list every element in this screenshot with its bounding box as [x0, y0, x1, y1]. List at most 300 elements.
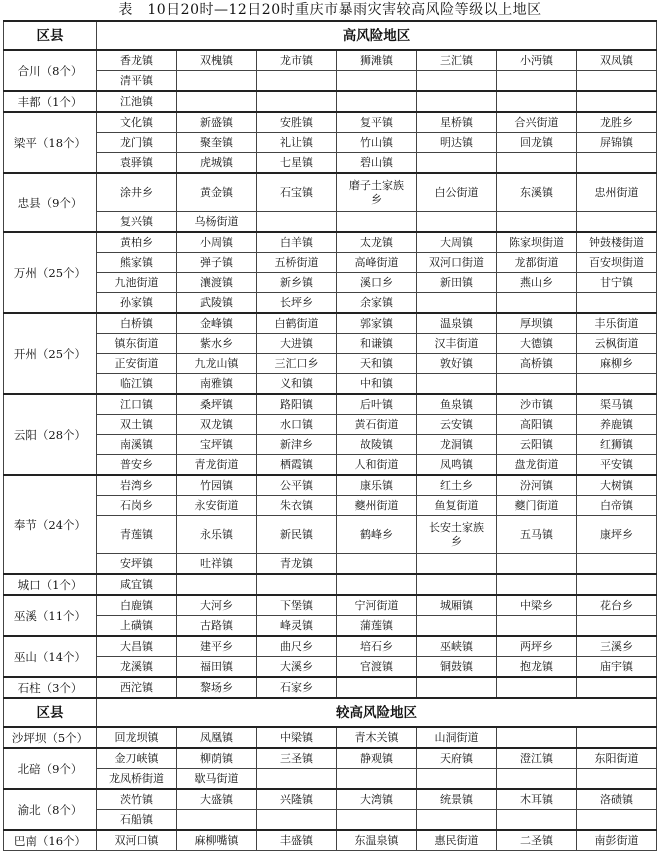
- section-header-row: [4, 21, 657, 50]
- area-cell: 中梁乡: [497, 595, 577, 616]
- area-cell: 山洞街道: [417, 727, 497, 748]
- empty-cell: [337, 677, 417, 698]
- area-cell: 南彭街道: [577, 830, 657, 851]
- area-cell: 龙洞镇: [417, 435, 497, 455]
- area-cell: 香龙镇: [97, 50, 177, 71]
- area-cell: 乌杨街道: [177, 212, 257, 233]
- area-cell: 东温泉镇: [337, 830, 417, 851]
- empty-cell: [337, 91, 417, 112]
- area-cell: 上磺镇: [97, 616, 177, 637]
- table-row: [4, 133, 657, 153]
- empty-cell: [177, 71, 257, 92]
- area-cell: 木耳镇: [497, 789, 577, 810]
- empty-cell: [497, 574, 577, 595]
- area-cell: 大昌镇: [97, 636, 177, 657]
- area-cell: 曲尺乡: [257, 636, 337, 657]
- region-column-header: 较高风险地区: [97, 698, 657, 727]
- area-cell: 七星镇: [257, 153, 337, 174]
- empty-cell: [577, 91, 657, 112]
- area-cell: 康乐镇: [337, 475, 417, 496]
- area-cell: 蒲莲镇: [337, 616, 417, 637]
- table-row: [4, 293, 657, 314]
- empty-cell: [177, 574, 257, 595]
- empty-cell: [417, 616, 497, 637]
- table-row: [4, 173, 657, 212]
- area-cell: 屏锦镇: [577, 133, 657, 153]
- area-cell: 金峰镇: [177, 313, 257, 334]
- area-cell: 永安街道: [177, 496, 257, 516]
- area-cell: 夔州街道: [337, 496, 417, 516]
- empty-cell: [417, 153, 497, 174]
- area-cell: 新津乡: [257, 435, 337, 455]
- area-cell: 铜鼓镇: [417, 657, 497, 678]
- area-cell: 熊家镇: [97, 253, 177, 273]
- area-cell: 抱龙镇: [497, 657, 577, 678]
- table-row: [4, 112, 657, 133]
- area-cell: 黄石街道: [337, 415, 417, 435]
- table-row: [4, 810, 657, 831]
- area-cell: 朱衣镇: [257, 496, 337, 516]
- area-cell: 狮滩镇: [337, 50, 417, 71]
- area-cell: 麻柳乡: [577, 354, 657, 374]
- table-row: [4, 374, 657, 395]
- district-name: 云阳（28个）: [4, 394, 97, 475]
- area-cell: 石宝镇: [257, 173, 337, 212]
- area-cell: 竹山镇: [337, 133, 417, 153]
- area-cell: 永乐镇: [177, 516, 257, 554]
- area-cell: 吐祥镇: [177, 554, 257, 575]
- area-cell: 五马镇: [497, 516, 577, 554]
- area-cell: 石船镇: [97, 810, 177, 831]
- area-cell: 清平镇: [97, 71, 177, 92]
- area-cell: 大德镇: [497, 334, 577, 354]
- table-row: [4, 748, 657, 769]
- table-row: [4, 595, 657, 616]
- area-cell: 三汇镇: [417, 50, 497, 71]
- area-cell: 双河口镇: [97, 830, 177, 851]
- area-cell: 龙溪镇: [97, 657, 177, 678]
- area-cell: 渠马镇: [577, 394, 657, 415]
- area-cell: 高峰街道: [337, 253, 417, 273]
- area-cell: 青龙街道: [177, 455, 257, 476]
- district-name: 合川（8个）: [4, 50, 97, 91]
- area-cell: 双河口街道: [417, 253, 497, 273]
- table-row: [4, 789, 657, 810]
- table-row: [4, 616, 657, 637]
- area-cell: 钟鼓楼街道: [577, 232, 657, 253]
- empty-cell: [497, 153, 577, 174]
- area-cell: 大盛镇: [177, 789, 257, 810]
- empty-cell: [417, 554, 497, 575]
- table-row: [4, 313, 657, 334]
- area-cell: 江池镇: [97, 91, 177, 112]
- empty-cell: [577, 616, 657, 637]
- empty-cell: [257, 810, 337, 831]
- empty-cell: [337, 554, 417, 575]
- empty-cell: [497, 769, 577, 790]
- area-cell: 南雅镇: [177, 374, 257, 395]
- area-cell: 二圣镇: [497, 830, 577, 851]
- district-name: 奉节（24个）: [4, 475, 97, 574]
- area-cell: 新民镇: [257, 516, 337, 554]
- area-cell: 黄金镇: [177, 173, 257, 212]
- area-cell: 两坪乡: [497, 636, 577, 657]
- area-cell: 大树镇: [577, 475, 657, 496]
- table-row: [4, 769, 657, 790]
- area-cell: 统景镇: [417, 789, 497, 810]
- area-cell: 复平镇: [337, 112, 417, 133]
- area-cell: 中梁镇: [257, 727, 337, 748]
- area-cell: 云安镇: [417, 415, 497, 435]
- area-cell: 明达镇: [417, 133, 497, 153]
- area-cell: 培石乡: [337, 636, 417, 657]
- empty-cell: [417, 810, 497, 831]
- area-cell: 星桥镇: [417, 112, 497, 133]
- empty-cell: [417, 293, 497, 314]
- area-cell: 宁河街道: [337, 595, 417, 616]
- empty-cell: [257, 212, 337, 233]
- empty-cell: [257, 574, 337, 595]
- area-cell: 东阳街道: [577, 748, 657, 769]
- area-cell: 碧山镇: [337, 153, 417, 174]
- area-cell: 路阳镇: [257, 394, 337, 415]
- area-cell: 洛碛镇: [577, 789, 657, 810]
- area-cell: 合兴街道: [497, 112, 577, 133]
- district-name: 丰都（1个）: [4, 91, 97, 112]
- area-cell: 南溪镇: [97, 435, 177, 455]
- district-name: 沙坪坝（5个）: [4, 727, 97, 748]
- area-cell: 公平镇: [257, 475, 337, 496]
- area-cell: 百安坝街道: [577, 253, 657, 273]
- area-cell: 柳荫镇: [177, 748, 257, 769]
- district-name: 巴南（16个）: [4, 830, 97, 851]
- area-cell: 大湾镇: [337, 789, 417, 810]
- area-cell: 龙门镇: [97, 133, 177, 153]
- empty-cell: [577, 374, 657, 395]
- area-cell: 礼让镇: [257, 133, 337, 153]
- area-cell: 三圣镇: [257, 748, 337, 769]
- area-cell: 岩湾乡: [97, 475, 177, 496]
- area-cell: 夔门街道: [497, 496, 577, 516]
- empty-cell: [337, 769, 417, 790]
- area-cell: 双龙镇: [177, 415, 257, 435]
- empty-cell: [577, 574, 657, 595]
- area-cell: 九池街道: [97, 273, 177, 293]
- empty-cell: [577, 769, 657, 790]
- area-cell: 凤凰镇: [177, 727, 257, 748]
- empty-cell: [577, 810, 657, 831]
- area-cell: 白鹤街道: [257, 313, 337, 334]
- table-row: [4, 727, 657, 748]
- table-row: [4, 71, 657, 92]
- empty-cell: [497, 91, 577, 112]
- area-cell: 凤鸣镇: [417, 455, 497, 476]
- area-cell: 五桥街道: [257, 253, 337, 273]
- table-row: [4, 496, 657, 516]
- area-cell: 宝坪镇: [177, 435, 257, 455]
- empty-cell: [257, 71, 337, 92]
- area-cell: 厚坝镇: [497, 313, 577, 334]
- empty-cell: [497, 810, 577, 831]
- area-cell: 沙市镇: [497, 394, 577, 415]
- area-cell: 普安乡: [97, 455, 177, 476]
- area-cell: 太龙镇: [337, 232, 417, 253]
- area-cell: 人和街道: [337, 455, 417, 476]
- area-cell: 养鹿镇: [577, 415, 657, 435]
- table-row: [4, 554, 657, 575]
- district-name: 巫山（14个）: [4, 636, 97, 677]
- district-column-header: 区县: [4, 698, 97, 727]
- empty-cell: [417, 71, 497, 92]
- area-cell: 涂井乡: [97, 173, 177, 212]
- table-title: 表 10日20时—12日20时重庆市暴雨灾害较高风险等级以上地区: [118, 2, 542, 18]
- empty-cell: [497, 212, 577, 233]
- area-cell: 复兴镇: [97, 212, 177, 233]
- area-cell: 郭家镇: [337, 313, 417, 334]
- empty-cell: [577, 212, 657, 233]
- table-row: [4, 394, 657, 415]
- area-cell: 溪口乡: [337, 273, 417, 293]
- area-cell: 石岗乡: [97, 496, 177, 516]
- area-cell: 燕山乡: [497, 273, 577, 293]
- area-cell: 高桥镇: [497, 354, 577, 374]
- area-cell: 义和镇: [257, 374, 337, 395]
- empty-cell: [497, 727, 577, 748]
- empty-cell: [497, 616, 577, 637]
- empty-cell: [337, 574, 417, 595]
- area-cell: 丰乐街道: [577, 313, 657, 334]
- area-cell: 回龙坝镇: [97, 727, 177, 748]
- area-cell: 和谦镇: [337, 334, 417, 354]
- district-column-header: 区县: [4, 21, 97, 50]
- table-row: [4, 50, 657, 71]
- area-cell: 白帝镇: [577, 496, 657, 516]
- empty-cell: [177, 810, 257, 831]
- empty-cell: [337, 71, 417, 92]
- district-name: 忠县（9个）: [4, 173, 97, 232]
- area-cell: 温泉镇: [417, 313, 497, 334]
- table-row: [4, 153, 657, 174]
- area-cell: 金刀峡镇: [97, 748, 177, 769]
- area-cell: 竹园镇: [177, 475, 257, 496]
- area-cell: 九龙山镇: [177, 354, 257, 374]
- area-cell: 袁驿镇: [97, 153, 177, 174]
- table-row: [4, 677, 657, 698]
- area-cell: 水口镇: [257, 415, 337, 435]
- area-cell: 磨子土家族乡: [337, 173, 417, 212]
- area-cell: 三汇口乡: [257, 354, 337, 374]
- area-cell: 孙家镇: [97, 293, 177, 314]
- empty-cell: [497, 677, 577, 698]
- area-cell: 大溪乡: [257, 657, 337, 678]
- area-cell: 小沔镇: [497, 50, 577, 71]
- area-cell: 余家镇: [337, 293, 417, 314]
- area-cell: 双槐镇: [177, 50, 257, 71]
- area-cell: 鹤峰乡: [337, 516, 417, 554]
- area-cell: 紫水乡: [177, 334, 257, 354]
- area-cell: 平安镇: [577, 455, 657, 476]
- empty-cell: [417, 769, 497, 790]
- area-cell: 石家乡: [257, 677, 337, 698]
- district-name: 渝北（8个）: [4, 789, 97, 830]
- empty-cell: [497, 293, 577, 314]
- area-cell: 花台乡: [577, 595, 657, 616]
- area-cell: 小周镇: [177, 232, 257, 253]
- area-cell: 天和镇: [337, 354, 417, 374]
- table-row: [4, 253, 657, 273]
- area-cell: 福田镇: [177, 657, 257, 678]
- area-cell: 白公街道: [417, 173, 497, 212]
- risk-areas-table: [3, 20, 657, 851]
- area-cell: 青木关镇: [337, 727, 417, 748]
- area-cell: 中和镇: [337, 374, 417, 395]
- empty-cell: [577, 293, 657, 314]
- area-cell: 城厢镇: [417, 595, 497, 616]
- empty-cell: [577, 554, 657, 575]
- area-cell: 长坪乡: [257, 293, 337, 314]
- area-cell: 武陵镇: [177, 293, 257, 314]
- area-cell: 大周镇: [417, 232, 497, 253]
- area-cell: 峰灵镇: [257, 616, 337, 637]
- area-cell: 镇东街道: [97, 334, 177, 354]
- table-row: [4, 574, 657, 595]
- area-cell: 青莲镇: [97, 516, 177, 554]
- area-cell: 龙市镇: [257, 50, 337, 71]
- empty-cell: [497, 374, 577, 395]
- area-cell: 新田镇: [417, 273, 497, 293]
- area-cell: 澄江镇: [497, 748, 577, 769]
- area-cell: 故陵镇: [337, 435, 417, 455]
- area-cell: 东溪镇: [497, 173, 577, 212]
- area-cell: 忠州街道: [577, 173, 657, 212]
- area-cell: 江口镇: [97, 394, 177, 415]
- area-cell: 安坪镇: [97, 554, 177, 575]
- area-cell: 歇马街道: [177, 769, 257, 790]
- table-row: [4, 657, 657, 678]
- empty-cell: [337, 212, 417, 233]
- table-row: [4, 212, 657, 233]
- empty-cell: [337, 810, 417, 831]
- area-cell: 黄柏乡: [97, 232, 177, 253]
- area-cell: 桑坪镇: [177, 394, 257, 415]
- area-cell: 汉丰街道: [417, 334, 497, 354]
- area-cell: 龙凤桥街道: [97, 769, 177, 790]
- area-cell: 陈家坝街道: [497, 232, 577, 253]
- area-cell: 新乡镇: [257, 273, 337, 293]
- area-cell: 敦好镇: [417, 354, 497, 374]
- area-cell: 丰盛镇: [257, 830, 337, 851]
- area-cell: 汾河镇: [497, 475, 577, 496]
- area-cell: 康坪乡: [577, 516, 657, 554]
- area-cell: 兴隆镇: [257, 789, 337, 810]
- area-cell: 鱼复街道: [417, 496, 497, 516]
- area-cell: 鱼泉镇: [417, 394, 497, 415]
- table-row: [4, 455, 657, 476]
- area-cell: 文化镇: [97, 112, 177, 133]
- area-cell: 后叶镇: [337, 394, 417, 415]
- empty-cell: [577, 71, 657, 92]
- table-row: [4, 475, 657, 496]
- area-cell: 大河乡: [177, 595, 257, 616]
- district-name: 梁平（18个）: [4, 112, 97, 173]
- area-cell: 建平乡: [177, 636, 257, 657]
- table-row: [4, 91, 657, 112]
- table-row: [4, 830, 657, 851]
- empty-cell: [257, 91, 337, 112]
- area-cell: 栖霞镇: [257, 455, 337, 476]
- empty-cell: [417, 91, 497, 112]
- area-cell: 古路镇: [177, 616, 257, 637]
- area-cell: 天府镇: [417, 748, 497, 769]
- area-cell: 黎场乡: [177, 677, 257, 698]
- area-cell: 安胜镇: [257, 112, 337, 133]
- area-cell: 茨竹镇: [97, 789, 177, 810]
- area-cell: 西沱镇: [97, 677, 177, 698]
- area-cell: 红狮镇: [577, 435, 657, 455]
- area-cell: 弹子镇: [177, 253, 257, 273]
- region-column-header: 高风险地区: [97, 21, 657, 50]
- area-cell: 正安街道: [97, 354, 177, 374]
- area-cell: 云枫街道: [577, 334, 657, 354]
- area-cell: 咸宜镇: [97, 574, 177, 595]
- area-cell: 高阳镇: [497, 415, 577, 435]
- table-row: [4, 354, 657, 374]
- area-cell: 云阳镇: [497, 435, 577, 455]
- district-name: 城口（1个）: [4, 574, 97, 595]
- area-cell: 龙胜乡: [577, 112, 657, 133]
- area-cell: 静观镇: [337, 748, 417, 769]
- empty-cell: [577, 727, 657, 748]
- area-cell: 长安土家族乡: [417, 516, 497, 554]
- area-cell: 临江镇: [97, 374, 177, 395]
- area-cell: 龙都街道: [497, 253, 577, 273]
- area-cell: 新盛镇: [177, 112, 257, 133]
- area-cell: 双凤镇: [577, 50, 657, 71]
- area-cell: 官渡镇: [337, 657, 417, 678]
- area-cell: 青龙镇: [257, 554, 337, 575]
- area-cell: 巫峡镇: [417, 636, 497, 657]
- empty-cell: [417, 212, 497, 233]
- area-cell: 虎城镇: [177, 153, 257, 174]
- area-cell: 麻柳嘴镇: [177, 830, 257, 851]
- table-row: [4, 415, 657, 435]
- area-cell: 白桥镇: [97, 313, 177, 334]
- district-name: 石柱（3个）: [4, 677, 97, 698]
- empty-cell: [417, 677, 497, 698]
- area-cell: 下堡镇: [257, 595, 337, 616]
- area-cell: 聚奎镇: [177, 133, 257, 153]
- area-cell: 三溪乡: [577, 636, 657, 657]
- table-row: [4, 334, 657, 354]
- empty-cell: [577, 153, 657, 174]
- area-cell: 红土乡: [417, 475, 497, 496]
- area-cell: 白鹿镇: [97, 595, 177, 616]
- district-name: 开州（25个）: [4, 313, 97, 394]
- empty-cell: [497, 554, 577, 575]
- table-row: [4, 516, 657, 554]
- section-header-row: [4, 698, 657, 727]
- empty-cell: [497, 71, 577, 92]
- table-row: [4, 636, 657, 657]
- district-name: 万州（25个）: [4, 232, 97, 313]
- area-cell: 盘龙街道: [497, 455, 577, 476]
- district-name: 巫溪（11个）: [4, 595, 97, 636]
- table-row: [4, 435, 657, 455]
- area-cell: 甘宁镇: [577, 273, 657, 293]
- table-row: [4, 273, 657, 293]
- area-cell: 双土镇: [97, 415, 177, 435]
- area-cell: 惠民街道: [417, 830, 497, 851]
